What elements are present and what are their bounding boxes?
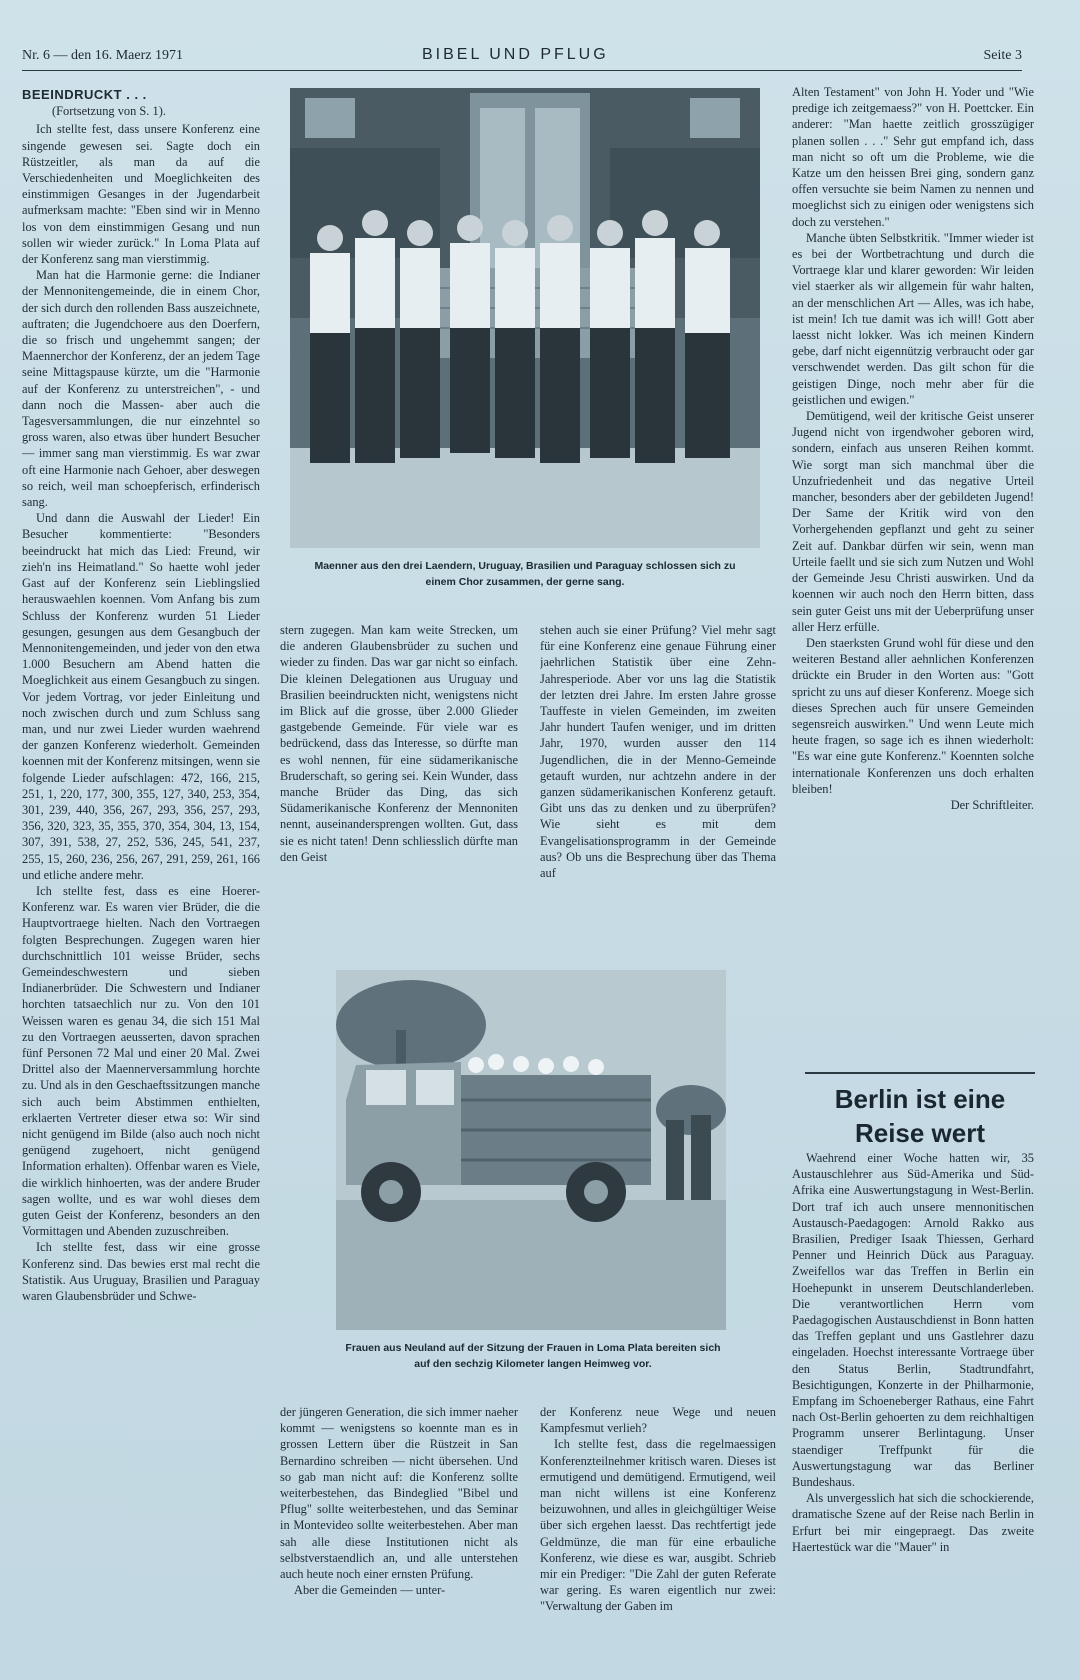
article-column-right xyxy=(792,84,1034,1074)
paragraph: Aber die Gemeinden — unter- xyxy=(294,1583,446,1598)
issue-date: Nr. 6 — den 16. Maerz 1971 xyxy=(22,48,183,63)
article-column-mid2 xyxy=(540,622,776,944)
paragraph: stern zugegen. Man kam weite Strecken, um die anderen Glaubensbrüder zu suchen und wieder zu finden. Das war gar nicht so einfach. Die kleinen Delegationen aus Uruguay und Brasilien beeindruckten nicht, wenigstens nicht im Blick auf die grosse, über 2.000 Glieder gastgebende Gemeinde. Für viele war es bedrückend, dass das Interesse, so dürfte man es wohl nennen, für eine südamerikanische Bruderschaft, so gering sei. Kein Wunder, dass manche Brüder das Ding, das sich Südamerikanische Konferenz der Mennoniten nennt, auseinandersprengen wollten. Gut, dass sie es nicht taten! Denn schliesslich dürfte man den Geist xyxy=(280,623,518,864)
paragraph: Demütigend, weil der kritische Geist unserer Jugend nicht von irgendwoher geboren wird, sondern, einfach aus unseren Reihen kommt. Wie sorgt man sich manchmal über die Unzufriedenheit und das negative Urteil mancher, besonders aber der gebildeten Jugend! Der Same der Kritik wird von den Vorhergehenden gepflanzt und geht zu seiner Zeit auf. Dankbar dürfen wir sein, wenn man Urteile faellt und sie sich zum Nutzen und Wohl der Gemeinde Jesu Christi auswirken. Und da koennen wir auch noch den Herrn bitten, dass sein guter Geist uns mit der Ueberprüfung unser aller Herz erfülle. xyxy=(792,409,1034,634)
article-column-mid1 xyxy=(280,622,518,944)
article-column-mid3 xyxy=(280,1404,518,1678)
section-divider xyxy=(805,1072,1035,1074)
paragraph: Den staerksten Grund wohl für diese und den weiteren Bestand aller aehnlichen Konferenzen drückte ein Bruder in den Worten aus: "Gott spricht zu uns auf dieser Konferenz. Moege sich dieses Sprechen auch für unsere Gemeinden segensreich auswirken." Und wenn Leute mich heute fragen, so sage ich es ihnen wiederholt: "Es war eine gute Konferenz." Koennten solche internationale Konferenzen uns doch erhalten bleiben! xyxy=(792,635,1034,796)
paragraph: Ich stellte fest, dass wir eine grosse Konferenz sind. Das bewies erst mal recht die Statistik. Aus Uruguay, Brasilien und Paraguay waren Glaubensbrüder und Schwe- xyxy=(22,1240,260,1304)
publication-title: BIBEL UND PFLUG xyxy=(422,46,609,63)
author-signature: Der Schriftleiter. xyxy=(950,797,1034,812)
choir-photo xyxy=(290,88,760,548)
paragraph: der jüngeren Generation, die sich immer naeher kommt — wenigstens so koennte man es in grossen Lettern über die Rüstzeit in San Bernardino schreiben — nicht übersehen. Und so gab man nicht auf: die Konferenz sollte weiterbestehen, das Bindeglied "Bibel und Pflug" sollte weiterbestehen, und das Seminar in Montevideo sollte weiterbestehen. Aber man sah alle diese Institutionen nicht als selbstverstaendlich an, und alle unterstehen auch heute noch einer ernsten Prüfung. xyxy=(280,1405,518,1582)
paragraph: Alten Testament" von John H. Yoder und "Wie predige ich zeitgemaess?" von H. Poettcker. Ein anderer: "Man haette zeitlich grosszügiger planen sollen . . ." Sehr gut empfand ich, dass man nicht so oft um die Probleme, wie die Katze um den heissen Brei ging, sondern ganz offen versuchte sie beim Namen zu nennen und moeglichst sich zu einigen oder wenigstens sich doch zu verstehen." xyxy=(792,85,1034,229)
paragraph: Ich stellte fest, dass unsere Konferenz eine singende gewesen sei. Sagte doch ein Rüstzeitler, als man da auf die Verschiedenheiten und Moeglichkeiten des einstimmigen Gesanges in der Jugendarbeit aufmerksam machte: "Eben sind wir in Menno los von dem einstimmigen Gesang und nun sollen wir wieder zurück." In Loma Plata auf der Konferenz sang man vierstimmig. xyxy=(22,122,260,267)
paragraph: Ich stellte fest, dass es eine Hoerer-Konferenz war. Es waren vier Brüder, die die Hauptvortraege hielten. Nach den Vortraegen folgten Besprechungen. Zugegen waren hier durchschnittlich 101 weisse Brüder, sechs Gemeindeschwestern und sieben Indianerbrüder. Die Schwestern und Indianer horchten tatsaechlich nur zu. Von den 101 Weissen waren es genau 34, die sich 151 Mal zu den Vortraegen aeusserten, davon sprachen fünf Personen 72 Mal und einer 20 Mal. Zwei Drittel also der Maennerversammlung horchte zu. Und als in den Geschaeftssitzungen manche sich auch beim Abstimmen enthielten, erklaerten Vertreter dieser etwa so: Wir sind nicht genügend im Bilde (also auch noch nicht genügend zugehoert, nicht genügend Information erhalten). Offenbar waren es Viele, die wirklich hinhoerten, was der andere Bruder sagen wollte, und es war wohl dieses dem guten Geist der Konferenz, besonders an den Vormittagen und Abenden zuzuschreiben. xyxy=(22,883,260,1239)
article-column-left xyxy=(22,87,260,1677)
paragraph: Als unvergesslich hat sich die schockierende, dramatische Szene auf der Reise nach Berlin in Erfurt bei mir eingepraegt. Das zweite Haertestück war die "Mauer" in xyxy=(792,1491,1034,1554)
paragraph: Man hat die Harmonie gerne: die Indianer der Mennonitengemeinde, die in einem Chor, der sich durch den rollenden Bass auszeichnete, auftraten; die Jugendchoere aus den Doerfern, die so frisch und ungehemmt sangen; der Maennerchor der Konferenz, der an jedem Tage seine Mittagspause kürzte, um die "Harmonie auf der Konferenz zu unterstreichen", - und dann noch die Massen- aber auch die Tagesversammlungen, die nur einzehntel so gross waren, also etwas über hundert Besucher — immer sang man vierstimmig. Es war zwar oft eine Harmonie nach Gehoer, aber deswegen so reich, weil man schoepferisch, erfinderisch sang. xyxy=(22,268,260,510)
berlin-article-column xyxy=(792,1150,1034,1678)
article-column-mid4 xyxy=(540,1404,776,1678)
truck-photo xyxy=(336,970,726,1330)
paragraph: der Konferenz neue Wege und neuen Kampfesmut verlieh? xyxy=(540,1405,776,1436)
continuation-note: (Fortsetzung von S. 1). xyxy=(52,104,166,119)
page-number: Seite 3 xyxy=(983,48,1022,63)
paragraph: stehen auch sie einer Prüfung? Viel mehr sagt für eine Konferenz eine genaue Führung einer jaehrlichen Statistik über eine Zehn-Jahresperiode. Aber vor uns lag die Statistik der letzten drei Jahre. Im ersten Jahre grosse Tauffeste in vielen Gemeinden, im zweiten Jahr hundert Taufen weniger, und im dritten Jahr, 1970, wurden ausser den 114 Jugendlichen, die in der Menno-Gemeinde getauft wurden, nur achtzehn andere in der ganzen südamerikanischen Konferenz getauft. Gibt uns das zu denken und zu überprüfen? Wie sieht es mit dem Evangelisationsprogramm in der Gemeinde aus? Ob uns die Besprechung über das Thema auf xyxy=(540,623,776,881)
truck-photo-caption: Frauen aus Neuland auf der Sitzung der Frauen in Loma Plata bereiten sich auf den sechzig Kilometer langen Heimweg vor. xyxy=(345,1342,721,1370)
article-headline: Berlin ist eine Reise wert xyxy=(834,1084,1006,1148)
paragraph: Waehrend einer Woche hatten wir, 35 Austauschlehrer aus Süd-Amerika und Süd-Afrika eine Auswertungstagung in West-Berlin. Dort traf ich auch unsere mennonitischen Austausch-Paedagogen: Arnold Rakko aus Brasilien, Prediger Isaak Thiessen, Gerhard Penner und Heinrich Dück aus Paraguay. Zweifellos war das Treffen in Berlin ein Hoehepunkt in unserem Deutschlanderleben. Die verantwortlichen Herrn vom Paedagogischen Austauschdienst in Bonn hatten das Treffen geplant und uns Gastlehrer dazu eingeladen. Hoechst interessante Vortraege über den Status Berlin, Stadtrundfahrt, Besichtigungen, Konzerte in der Philharmonie, Empfang im Schoeneberger Rathaus, eine Fahrt nach Ost-Berlin gehoerten zu dem reichhaltigen Programm unserer Berlintagung. Unser staendiger Treffpunkt für die Auswertungstagung war das Berliner Bundeshaus. xyxy=(792,1151,1034,1490)
paragraph: Manche übten Selbstkritik. "Immer wieder ist es bei der Wortbetrachtung und durch die Vortraege klar und klarer geworden: Wir leiden viel staerker als wir allgemein für wahr halten, an der menschlichen Art — Alles, was ich habe, ist mein! Ich tue damit was ich will! Gott aber laesst nicht lokker. Was ich meinen Kindern gebe, darf nicht eigennützig verbraucht oder gar verschwendet werden. Das gilt schon für die geistigen Dinge, noch mehr aber für die geistlichen und ewigen." xyxy=(792,230,1034,407)
choir-photo-caption: Maenner aus den drei Laendern, Uruguay, Brasilien und Paraguay schlossen sich zu einem Chor zusammen, der gerne sang. xyxy=(314,560,736,588)
paragraph: Und dann die Auswahl der Lieder! Ein Besucher kommentierte: "Besonders beeindruckt hat mich das Lied: Freund, wir zieh'n ins Heimatland." So haette wohl jeder Gast auf der Konferenz sein Lieblingslied herauswaehlen koennen. Vom Anfang bis zum Schluss der Konferenz wurden 51 Lieder gesungen, gesungen aus dem Gesangbuch der Mennonitengemeinden, und jeder von den etwa 1.000 Besuchern am Abend hatten die Moeglichkeit aus einem Gesangbuch zu singen. Vor jedem Vortrag, vor jeder Einleitung und noch zwischen durch und zum Schluss sang man, und nur zwei Lieder wurden waehrend der ganzen Konferenz wiederholt. Gemeinden koennen mit der Konferenz mitsingen, wenn sie folgende Lieder aufschlagen: 472, 166, 215, 251, 1, 220, 177, 300, 355, 127, 340, 253, 354, 301, 239, 440, 356, 267, 293, 356, 257, 293, 356, 320, 323, 35, 355, 370, 354, 304, 13, 154, 307, 391, 538, 27, 252, 536, 245, 541, 237, 255, 15, 260, 236, 256, 267, 291, 259, 261, 166 und etliche andere mehr. xyxy=(22,511,260,882)
truck-photo-graphic xyxy=(336,970,726,1330)
masthead xyxy=(22,46,1022,71)
choir-photo-graphic xyxy=(290,88,760,548)
article-kicker: BEEINDRUCKT . . . xyxy=(22,87,147,102)
paragraph: Ich stellte fest, dass die regelmaessigen Konferenzteilnehmer kritisch waren. Dieses ist ermutigend und demütigend. Ermutigend, weil man nicht willens ist eine Konferenz beizuwohnen, und alles in gleichgültiger Weise über sich ergehen laesst. Das rechtfertigt jede Geldmünze, die man für eine erbauliche Konferenz, wie diese es war, ausgibt. Schrieb mir ein Prediger: "Die Zahl der guten Referate war gering. Es waren eigentlich nur zwei: "Verwaltung der Gaben im xyxy=(540,1437,776,1614)
